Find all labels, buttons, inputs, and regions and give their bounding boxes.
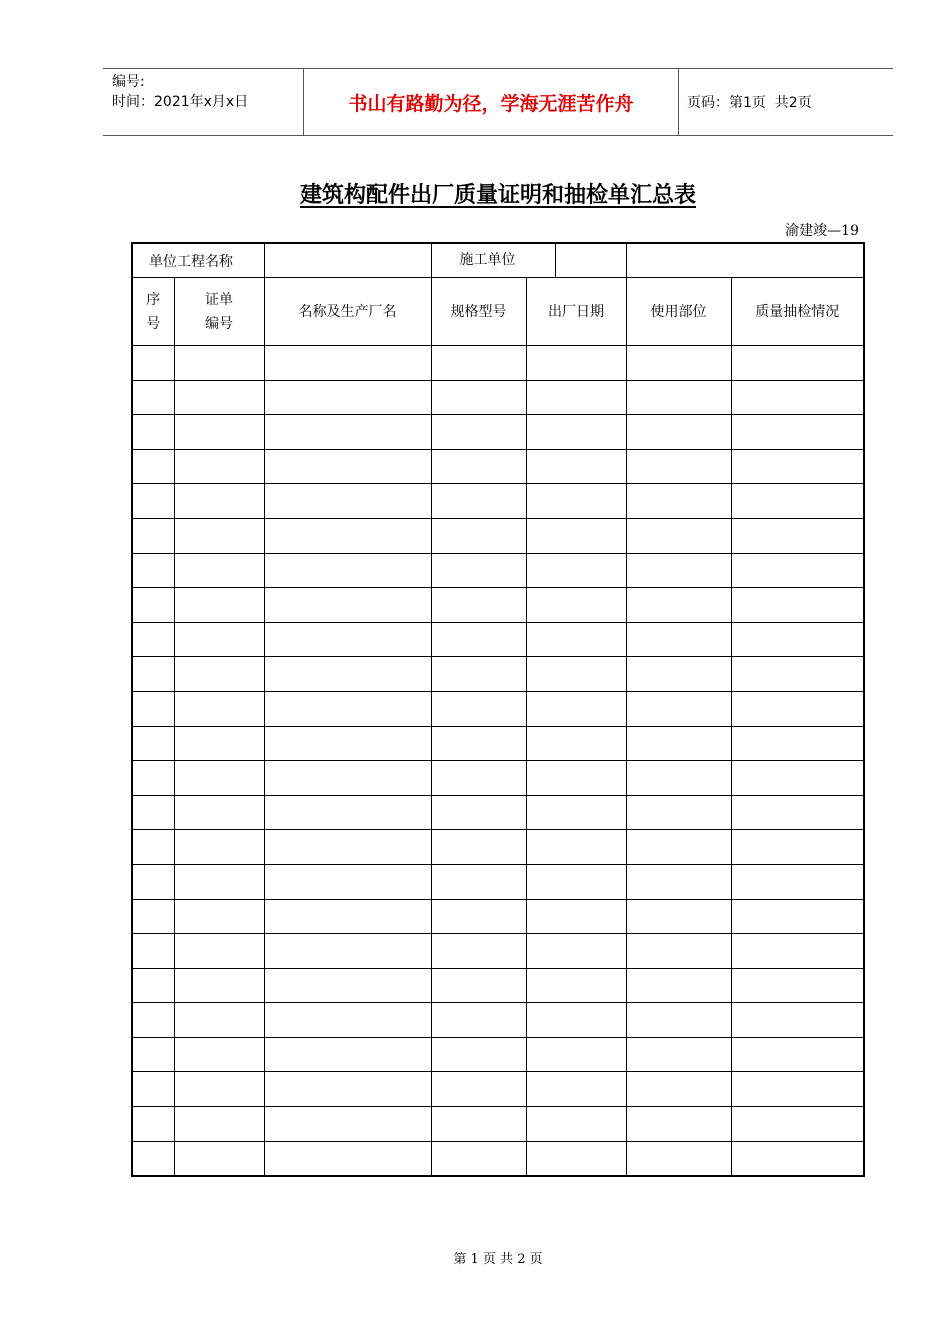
table-row [132, 622, 864, 657]
cell-cert-number[interactable] [174, 622, 264, 657]
cell-location[interactable] [626, 518, 731, 553]
cell-location[interactable] [626, 1072, 731, 1107]
cell-name-maker[interactable] [264, 691, 431, 726]
cell-location[interactable] [626, 1003, 731, 1038]
cell-date[interactable] [526, 1141, 626, 1176]
cell-seq[interactable] [132, 657, 174, 692]
table-row [132, 1107, 864, 1142]
cell-name-maker[interactable] [264, 622, 431, 657]
cell-seq[interactable] [132, 934, 174, 969]
table-row [132, 380, 864, 415]
cell-cert-number[interactable] [174, 1037, 264, 1072]
cell-spec[interactable] [431, 1037, 526, 1072]
cell-name-maker[interactable] [264, 518, 431, 553]
cell-seq[interactable] [132, 588, 174, 623]
cell-cert-number[interactable] [174, 691, 264, 726]
cell-location[interactable] [626, 346, 731, 381]
column-header-cert-line2: 编号 [205, 315, 233, 332]
cell-cert-number[interactable] [174, 346, 264, 381]
cell-date[interactable] [526, 553, 626, 588]
cell-location[interactable] [626, 588, 731, 623]
cell-date[interactable] [526, 484, 626, 519]
cell-seq[interactable] [132, 830, 174, 865]
table-row [132, 657, 864, 692]
cell-quality[interactable] [731, 726, 864, 761]
column-header-quality: 质量抽检情况 [731, 278, 864, 346]
cell-spec[interactable] [431, 588, 526, 623]
cell-date[interactable] [526, 691, 626, 726]
cell-cert-number[interactable] [174, 415, 264, 450]
cell-quality[interactable] [731, 830, 864, 865]
column-header-row [132, 278, 864, 346]
cell-quality[interactable] [731, 622, 864, 657]
page-footer: 第 1 页 共 2 页 [453, 1252, 543, 1267]
table-row [132, 346, 864, 381]
cell-cert-number[interactable] [174, 1003, 264, 1038]
cell-cert-number[interactable] [174, 830, 264, 865]
cell-name-maker[interactable] [264, 553, 431, 588]
project-name-field[interactable] [264, 243, 431, 278]
cell-name-maker[interactable] [264, 380, 431, 415]
cell-date[interactable] [526, 449, 626, 484]
cell-date[interactable] [526, 795, 626, 830]
cell-cert-number[interactable] [174, 449, 264, 484]
cell-spec[interactable] [431, 899, 526, 934]
cell-seq[interactable] [132, 1072, 174, 1107]
cell-seq[interactable] [132, 1141, 174, 1176]
cell-cert-number[interactable] [174, 1107, 264, 1142]
cell-spec[interactable] [431, 380, 526, 415]
cell-spec[interactable] [431, 934, 526, 969]
column-header-name-maker: 名称及生产厂名 [264, 278, 431, 346]
cell-name-maker[interactable] [264, 934, 431, 969]
cell-seq[interactable] [132, 518, 174, 553]
cell-spec[interactable] [431, 795, 526, 830]
cell-seq[interactable] [132, 795, 174, 830]
cell-name-maker[interactable] [264, 657, 431, 692]
project-info-row [132, 243, 864, 278]
document-title: 建筑构配件出厂质量证明和抽检单汇总表 [299, 182, 696, 208]
cell-seq[interactable] [132, 899, 174, 934]
cell-location[interactable] [626, 449, 731, 484]
cell-quality[interactable] [731, 1141, 864, 1176]
cell-quality[interactable] [731, 518, 864, 553]
cell-date[interactable] [526, 899, 626, 934]
cell-location[interactable] [626, 1107, 731, 1142]
cell-name-maker[interactable] [264, 968, 431, 1003]
cell-location[interactable] [626, 726, 731, 761]
table-row [132, 864, 864, 899]
header-meta [112, 72, 248, 112]
contractor-label-cell [431, 243, 626, 278]
header-page-indicator: 页码：第1页 共2页 [687, 95, 812, 111]
table-row [132, 934, 864, 969]
cell-seq[interactable] [132, 484, 174, 519]
cell-name-maker[interactable] [264, 588, 431, 623]
cell-location[interactable] [626, 691, 731, 726]
cell-spec[interactable] [431, 968, 526, 1003]
table-row [132, 1141, 864, 1176]
cell-location[interactable] [626, 968, 731, 1003]
cell-cert-number[interactable] [174, 968, 264, 1003]
cell-date[interactable] [526, 864, 626, 899]
cell-location[interactable] [626, 553, 731, 588]
cell-quality[interactable] [731, 1003, 864, 1038]
column-header-seq-line1: 序 [146, 291, 161, 308]
column-header-date: 出厂日期 [526, 278, 626, 346]
form-code: 渝建竣—19 [785, 223, 859, 239]
cell-quality[interactable] [731, 761, 864, 796]
cell-quality[interactable] [731, 415, 864, 450]
cell-name-maker[interactable] [264, 484, 431, 519]
cell-date[interactable] [526, 415, 626, 450]
cell-location[interactable] [626, 864, 731, 899]
cell-quality[interactable] [731, 795, 864, 830]
cell-cert-number[interactable] [174, 657, 264, 692]
cell-date[interactable] [526, 657, 626, 692]
table-row [132, 484, 864, 519]
cell-spec[interactable] [431, 761, 526, 796]
project-name-label: 单位工程名称 [132, 243, 264, 278]
cell-name-maker[interactable] [264, 449, 431, 484]
cell-spec[interactable] [431, 484, 526, 519]
column-header-seq [132, 278, 174, 346]
cell-date[interactable] [526, 380, 626, 415]
cell-name-maker[interactable] [264, 1003, 431, 1038]
table-row [132, 830, 864, 865]
cell-quality[interactable] [731, 968, 864, 1003]
table-row [132, 691, 864, 726]
table-row [132, 553, 864, 588]
cell-location[interactable] [626, 1037, 731, 1072]
cell-date[interactable] [526, 934, 626, 969]
cell-seq[interactable] [132, 622, 174, 657]
cell-date[interactable] [526, 830, 626, 865]
column-header-location: 使用部位 [626, 278, 731, 346]
cell-spec[interactable] [431, 1107, 526, 1142]
cell-date[interactable] [526, 1107, 626, 1142]
column-header-cert-line1: 证单 [205, 291, 233, 308]
cell-seq[interactable] [132, 864, 174, 899]
cell-location[interactable] [626, 380, 731, 415]
cell-location[interactable] [626, 899, 731, 934]
cell-location[interactable] [626, 657, 731, 692]
cell-cert-number[interactable] [174, 588, 264, 623]
cell-cert-number[interactable] [174, 1141, 264, 1176]
cell-spec[interactable] [431, 1072, 526, 1107]
contractor-label: 施工单位 [432, 244, 556, 277]
cell-name-maker[interactable] [264, 1072, 431, 1107]
table-row [132, 1037, 864, 1072]
cell-date[interactable] [526, 1037, 626, 1072]
cell-seq[interactable] [132, 415, 174, 450]
cell-cert-number[interactable] [174, 484, 264, 519]
table-row [132, 968, 864, 1003]
cell-seq[interactable] [132, 726, 174, 761]
contractor-field-start[interactable] [556, 244, 626, 277]
cell-spec[interactable] [431, 449, 526, 484]
cell-date[interactable] [526, 588, 626, 623]
cell-cert-number[interactable] [174, 761, 264, 796]
cell-quality[interactable] [731, 346, 864, 381]
contractor-field[interactable] [626, 243, 864, 278]
header-divider [678, 69, 679, 135]
cell-spec[interactable] [431, 657, 526, 692]
cell-quality[interactable] [731, 864, 864, 899]
header-motto: 书山有路勤为径，学海无涯苦作舟 [348, 92, 634, 115]
cell-location[interactable] [626, 830, 731, 865]
cell-name-maker[interactable] [264, 726, 431, 761]
cell-spec[interactable] [431, 622, 526, 657]
cell-name-maker[interactable] [264, 795, 431, 830]
summary-table [131, 242, 865, 1177]
cell-name-maker[interactable] [264, 1107, 431, 1142]
cell-quality[interactable] [731, 380, 864, 415]
cell-location[interactable] [626, 1141, 731, 1176]
cell-quality[interactable] [731, 657, 864, 692]
cell-spec[interactable] [431, 1141, 526, 1176]
cell-quality[interactable] [731, 899, 864, 934]
column-header-cert-number [174, 278, 264, 346]
cell-seq[interactable] [132, 380, 174, 415]
cell-cert-number[interactable] [174, 899, 264, 934]
cell-cert-number[interactable] [174, 553, 264, 588]
table-row [132, 588, 864, 623]
cell-seq[interactable] [132, 968, 174, 1003]
cell-seq[interactable] [132, 1037, 174, 1072]
cell-seq[interactable] [132, 346, 174, 381]
cell-date[interactable] [526, 518, 626, 553]
cell-spec[interactable] [431, 346, 526, 381]
table-row [132, 726, 864, 761]
cell-quality[interactable] [731, 1037, 864, 1072]
table-row [132, 518, 864, 553]
cell-quality[interactable] [731, 1107, 864, 1142]
cell-name-maker[interactable] [264, 346, 431, 381]
table-row [132, 449, 864, 484]
document-number-label: 编号: [112, 74, 145, 90]
cell-quality[interactable] [731, 449, 864, 484]
cell-name-maker[interactable] [264, 1037, 431, 1072]
cell-location[interactable] [626, 761, 731, 796]
cell-quality[interactable] [731, 484, 864, 519]
cell-spec[interactable] [431, 553, 526, 588]
cell-seq[interactable] [132, 449, 174, 484]
cell-cert-number[interactable] [174, 1072, 264, 1107]
cell-spec[interactable] [431, 518, 526, 553]
column-header-spec: 规格型号 [431, 278, 526, 346]
cell-seq[interactable] [132, 553, 174, 588]
cell-name-maker[interactable] [264, 761, 431, 796]
cell-location[interactable] [626, 795, 731, 830]
column-header-seq-line2: 号 [146, 315, 161, 332]
cell-seq[interactable] [132, 691, 174, 726]
cell-cert-number[interactable] [174, 726, 264, 761]
cell-spec[interactable] [431, 726, 526, 761]
cell-spec[interactable] [431, 1003, 526, 1038]
cell-date[interactable] [526, 761, 626, 796]
cell-date[interactable] [526, 1072, 626, 1107]
cell-quality[interactable] [731, 691, 864, 726]
cell-date[interactable] [526, 1003, 626, 1038]
cell-quality[interactable] [731, 1072, 864, 1107]
cell-spec[interactable] [431, 830, 526, 865]
cell-cert-number[interactable] [174, 380, 264, 415]
cell-spec[interactable] [431, 864, 526, 899]
cell-seq[interactable] [132, 1107, 174, 1142]
cell-seq[interactable] [132, 761, 174, 796]
cell-name-maker[interactable] [264, 864, 431, 899]
cell-spec[interactable] [431, 691, 526, 726]
cell-date[interactable] [526, 968, 626, 1003]
table-row [132, 795, 864, 830]
cell-date[interactable] [526, 346, 626, 381]
cell-date[interactable] [526, 622, 626, 657]
cell-name-maker[interactable] [264, 830, 431, 865]
table-row [132, 1072, 864, 1107]
cell-cert-number[interactable] [174, 795, 264, 830]
cell-name-maker[interactable] [264, 1141, 431, 1176]
cell-location[interactable] [626, 622, 731, 657]
table-row [132, 415, 864, 450]
cell-location[interactable] [626, 934, 731, 969]
cell-location[interactable] [626, 415, 731, 450]
cell-quality[interactable] [731, 588, 864, 623]
cell-cert-number[interactable] [174, 864, 264, 899]
cell-spec[interactable] [431, 415, 526, 450]
cell-quality[interactable] [731, 934, 864, 969]
cell-date[interactable] [526, 726, 626, 761]
cell-quality[interactable] [731, 553, 864, 588]
cell-name-maker[interactable] [264, 899, 431, 934]
document-time-label: 时间：2021年x月x日 [112, 94, 249, 110]
table-row [132, 761, 864, 796]
cell-location[interactable] [626, 484, 731, 519]
cell-name-maker[interactable] [264, 415, 431, 450]
cell-cert-number[interactable] [174, 934, 264, 969]
table-row [132, 899, 864, 934]
cell-cert-number[interactable] [174, 518, 264, 553]
cell-seq[interactable] [132, 1003, 174, 1038]
table-row [132, 1003, 864, 1038]
page-header [103, 68, 893, 136]
